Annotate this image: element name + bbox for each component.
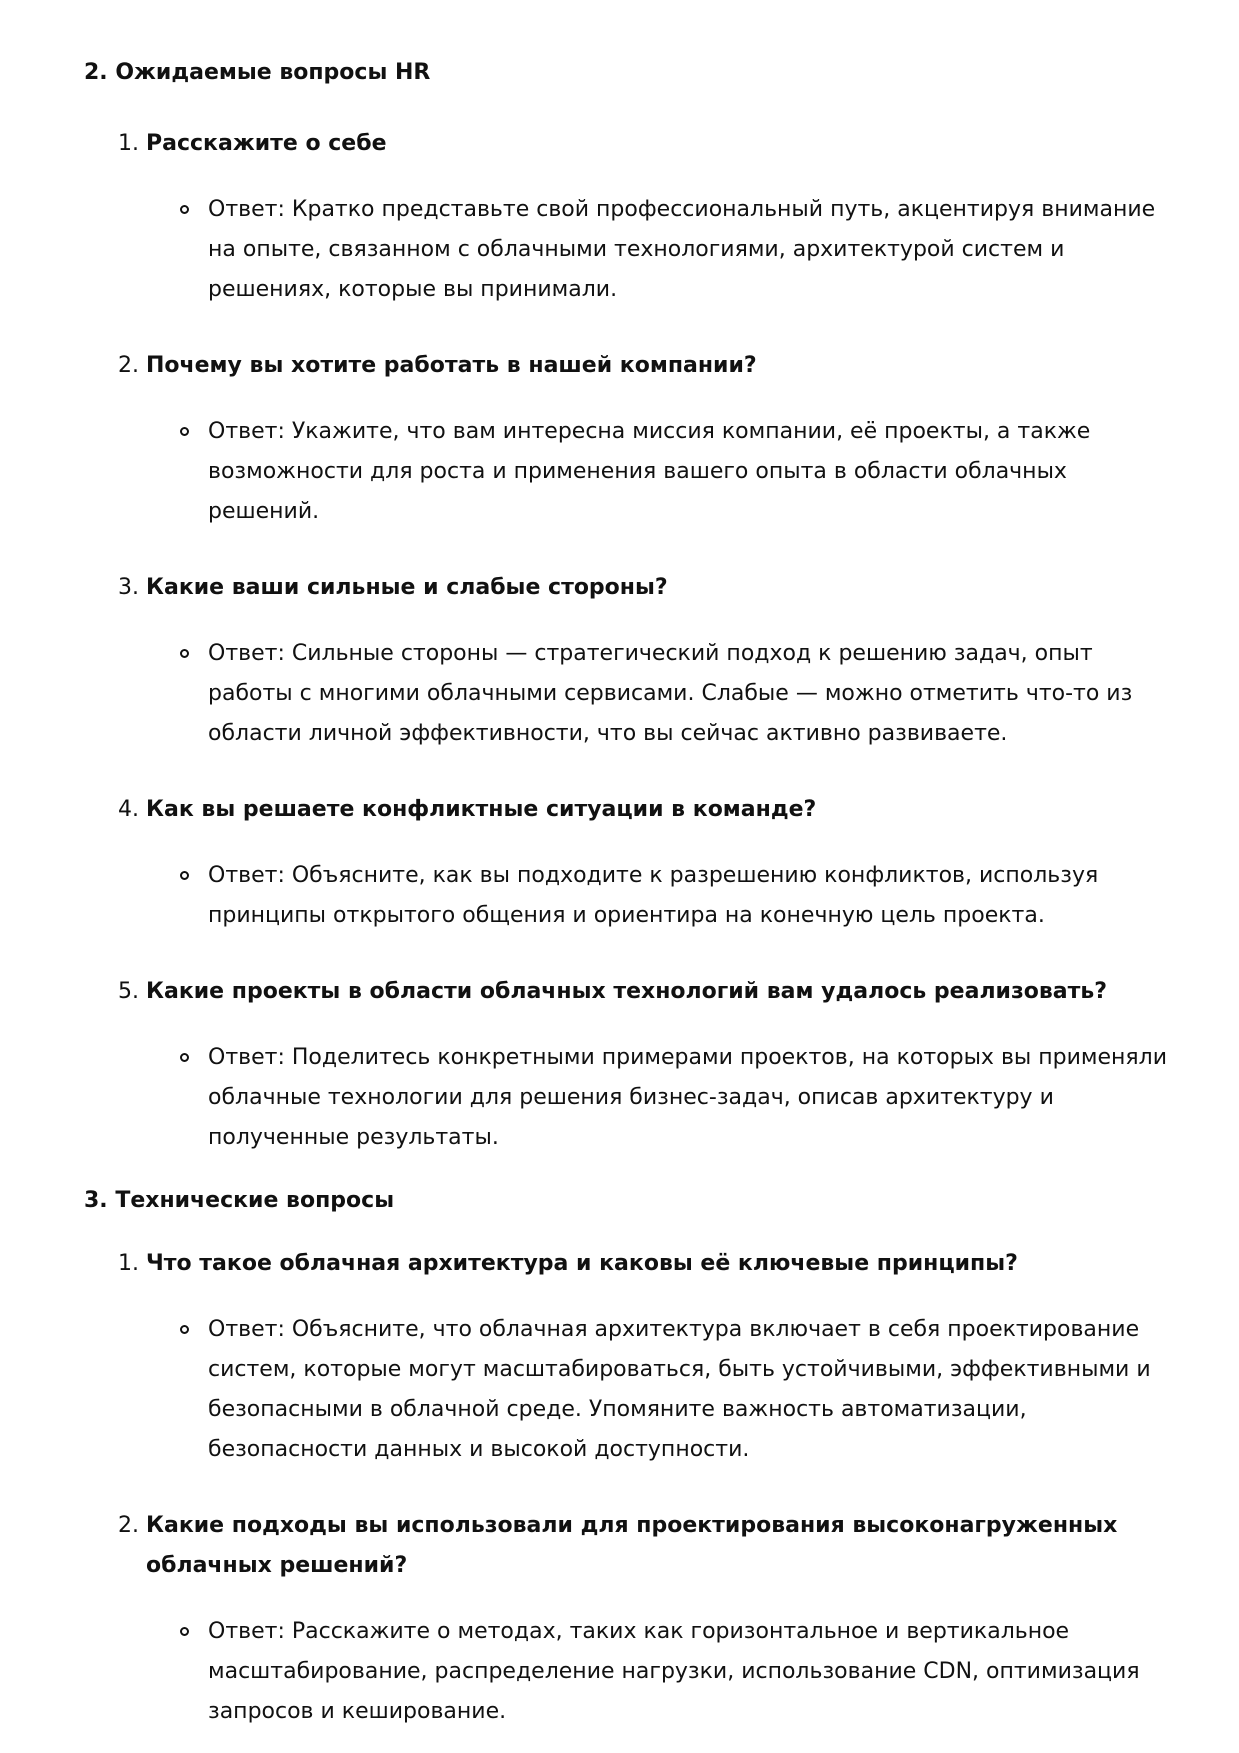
question-number: 2. [118, 1513, 139, 1538]
answer [146, 412, 1184, 532]
section-title: 3. Технические вопросы [84, 1188, 395, 1213]
circle-bullet-icon [180, 871, 189, 880]
question-list [84, 1244, 1184, 1732]
question-number: 3. [118, 575, 139, 600]
list-item [84, 972, 1184, 1158]
circle-bullet-icon [180, 205, 189, 214]
list-item [84, 124, 1184, 310]
answer [146, 190, 1184, 310]
answer-text: Ответ: Сильные стороны — стратегический подход к решению задач, опыт работы с многими облачными сервисами. Слабые — можно отметить что-то из области личной эффективности, что вы сейчас активно развиваете. [208, 641, 1133, 746]
question-number: 1. [118, 1251, 139, 1276]
list-item [84, 1506, 1184, 1732]
question-text: Как вы решаете конфликтные ситуации в команде? [146, 797, 817, 822]
answer-text: Ответ: Объясните, как вы подходите к разрешению конфликтов, используя принципы открытого общения и ориентира на конечную цель проекта. [208, 863, 1099, 928]
answer [146, 1612, 1184, 1732]
question-number: 5. [118, 979, 139, 1004]
answer [146, 1038, 1184, 1158]
answer [146, 634, 1184, 754]
question-number: 2. [118, 353, 139, 378]
circle-bullet-icon [180, 1325, 189, 1334]
section-title: 2. Ожидаемые вопросы HR [84, 60, 431, 85]
list-item [84, 1244, 1184, 1470]
list-item [84, 346, 1184, 532]
document-page [84, 58, 1184, 1732]
question-text: Почему вы хотите работать в нашей компании? [146, 353, 757, 378]
circle-bullet-icon [180, 1053, 189, 1062]
list-item [84, 790, 1184, 936]
question-text: Какие проекты в области облачных технологий вам удалось реализовать? [146, 979, 1108, 1004]
question-text: Что такое облачная архитектура и каковы её ключевые принципы? [146, 1251, 1018, 1276]
question-list [84, 124, 1184, 1158]
list-item [84, 568, 1184, 754]
question-number: 1. [118, 131, 139, 156]
answer-text: Ответ: Расскажите о методах, таких как горизонтальное и вертикальное масштабирование, распределение нагрузки, использование CDN, оптимизация запросов и кеширование. [208, 1619, 1140, 1724]
section-technical-questions [84, 1186, 1184, 1732]
answer-text: Ответ: Укажите, что вам интересна миссия компании, её проекты, а также возможности для роста и применения вашего опыта в области облачных решений. [208, 419, 1091, 524]
circle-bullet-icon [180, 427, 189, 436]
answer-text: Ответ: Поделитесь конкретными примерами проектов, на которых вы применяли облачные технологии для решения бизнес-задач, описав архитектуру и полученные результаты. [208, 1045, 1168, 1150]
question-number: 4. [118, 797, 139, 822]
answer-text: Ответ: Объясните, что облачная архитектура включает в себя проектирование систем, которые могут масштабироваться, быть устойчивыми, эффективными и безопасными в облачной среде. Упомяните важность автоматизации, безопасности данных и высокой доступности. [208, 1317, 1151, 1462]
answer [146, 856, 1184, 936]
section-hr-questions [84, 58, 1184, 1158]
question-text: Какие подходы вы использовали для проектирования высоконагруженных облачных решений? [146, 1513, 1118, 1578]
answer-text: Ответ: Кратко представьте свой профессиональный путь, акцентируя внимание на опыте, связанном с облачными технологиями, архитектурой систем и решениях, которые вы принимали. [208, 197, 1156, 302]
answer [146, 1310, 1184, 1470]
question-text: Какие ваши сильные и слабые стороны? [146, 575, 668, 600]
question-text: Расскажите о себе [146, 131, 387, 156]
circle-bullet-icon [180, 1627, 189, 1636]
circle-bullet-icon [180, 649, 189, 658]
